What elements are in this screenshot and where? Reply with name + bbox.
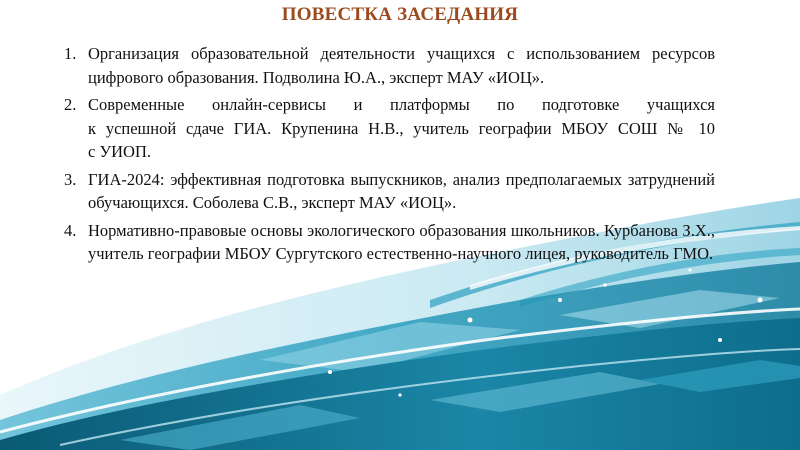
agenda-item-text: Организация образовательной деятельности учащихся с использованием ресурсов цифрового образования. Подволина Ю.А., эксперт МАУ «ИОЦ». xyxy=(88,44,715,87)
agenda-item-text: Нормативно-правовые основы экологического образования школьников. Курбанова З.Х., учитель географии МБОУ Сургутского естественно-научного лицея, руководитель ГМО. xyxy=(88,220,715,263)
agenda-item-line: к успешной сдаче ГИА. Крупенина Н.В., учитель географии МБОУ СОШ № 10 xyxy=(88,118,715,138)
sparkle xyxy=(718,338,722,342)
sparkle xyxy=(758,298,763,303)
agenda-item-number: 1. xyxy=(64,44,77,63)
agenda-item xyxy=(64,219,715,266)
agenda-item xyxy=(64,168,715,215)
agenda-list xyxy=(64,42,715,270)
agenda-item-text: ГИА-2024: эффективная подготовка выпускников, анализ предполагаемых затруднений обучающихся. Соболева С.В., эксперт МАУ «ИОЦ». xyxy=(88,169,715,212)
sparkle xyxy=(603,283,607,287)
agenda-item-number: 2. xyxy=(64,95,77,114)
agenda-item-line: Современные онлайн-сервисы и платформы по подготовке учащихся xyxy=(88,95,715,114)
agenda-item-number: 3. xyxy=(64,169,77,189)
sparkle xyxy=(398,393,401,396)
slide-title: ПОВЕСТКА ЗАСЕДАНИЯ xyxy=(281,4,519,25)
agenda-item-number: 4. xyxy=(64,220,77,240)
agenda-item xyxy=(64,42,715,89)
sparkle xyxy=(558,298,562,302)
agenda-item xyxy=(64,93,715,164)
sparkle xyxy=(328,370,332,374)
agenda-item-line: с УИОП. xyxy=(88,142,152,161)
sparkle xyxy=(468,318,473,323)
